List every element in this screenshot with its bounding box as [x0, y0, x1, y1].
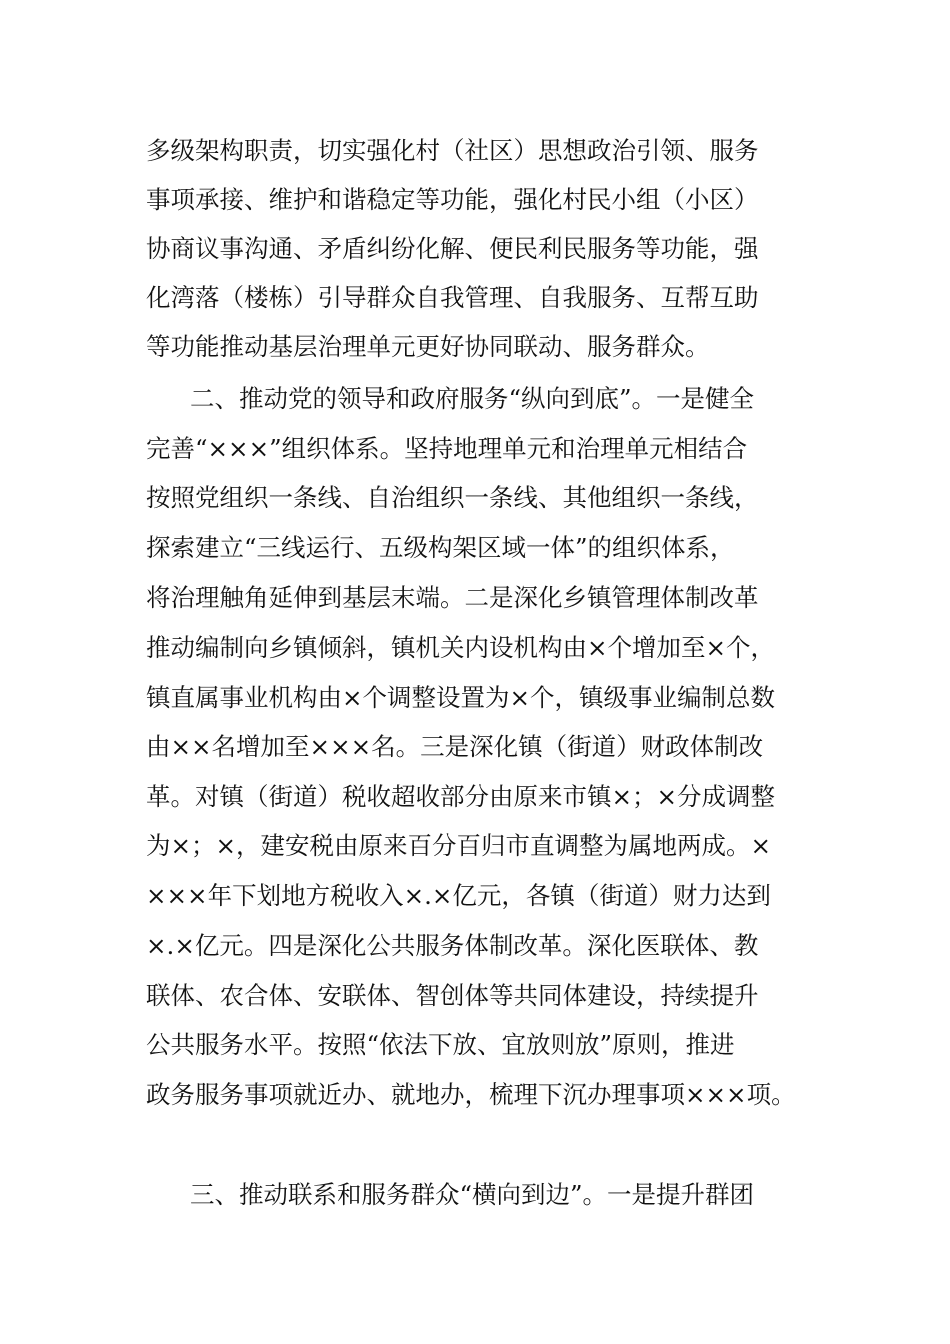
heading-section-3: 三、推动联系和服务群众“横向到边”。一是提升群团 [190, 1180, 755, 1209]
text-line-12: 镇直属事业机构由×个调整设置为×个，镇级事业编制总数 [146, 683, 776, 712]
text-line-3: 协商议事沟通、矛盾纠纷化解、便民利民服务等功能，强 [146, 234, 759, 263]
text-line-16: ×××年下划地方税收入×.×亿元，各镇（街道）财力达到 [146, 881, 771, 910]
text-line-17: ×.×亿元。四是深化公共服务体制改革。深化医联体、教 [146, 931, 759, 960]
text-line-7: 完善“×××”组织体系。坚持地理单元和治理单元相结合 [146, 434, 748, 463]
text-line-11: 推动编制向乡镇倾斜，镇机关内设机构由×个增加至×个， [146, 633, 776, 662]
text-line-4: 化湾落（楼栋）引导群众自我管理、自我服务、互帮互助 [146, 283, 759, 312]
text-line-5: 等功能推动基层治理单元更好协同联动、服务群众。 [146, 332, 710, 361]
text-line-9: 探索建立“三线运行、五级构架区域一体”的组织体系， [146, 533, 735, 562]
text-line-10: 将治理触角延伸到基层末端。二是深化乡镇管理体制改革 [146, 583, 759, 612]
text-line-8: 按照党组织一条线、自治组织一条线、其他组织一条线， [146, 483, 759, 512]
text-line-18: 联体、农合体、安联体、智创体等共同体建设，持续提升 [146, 981, 759, 1010]
text-line-14: 革。对镇（街道）税收超收部分由原来市镇×；×分成调整 [146, 782, 776, 811]
heading-section-2: 二、推动党的领导和政府服务“纵向到底”。一是健全 [190, 384, 755, 413]
text-line-20: 政务服务事项就近办、就地办，梳理下沉办理事项×××项。 [146, 1080, 796, 1109]
text-line-1: 多级架构职责，切实强化村（社区）思想政治引领、服务 [146, 136, 759, 165]
text-line-2: 事项承接、维护和谐稳定等功能，强化村民小组（小区） [146, 185, 759, 214]
text-line-15: 为×；×，建安税由原来百分百归市直调整为属地两成。× [146, 831, 772, 860]
text-line-13: 由××名增加至×××名。三是深化镇（街道）财政体制改 [146, 732, 764, 761]
text-line-19: 公共服务水平。按照“依法下放、宜放则放”原则，推进 [146, 1030, 735, 1059]
